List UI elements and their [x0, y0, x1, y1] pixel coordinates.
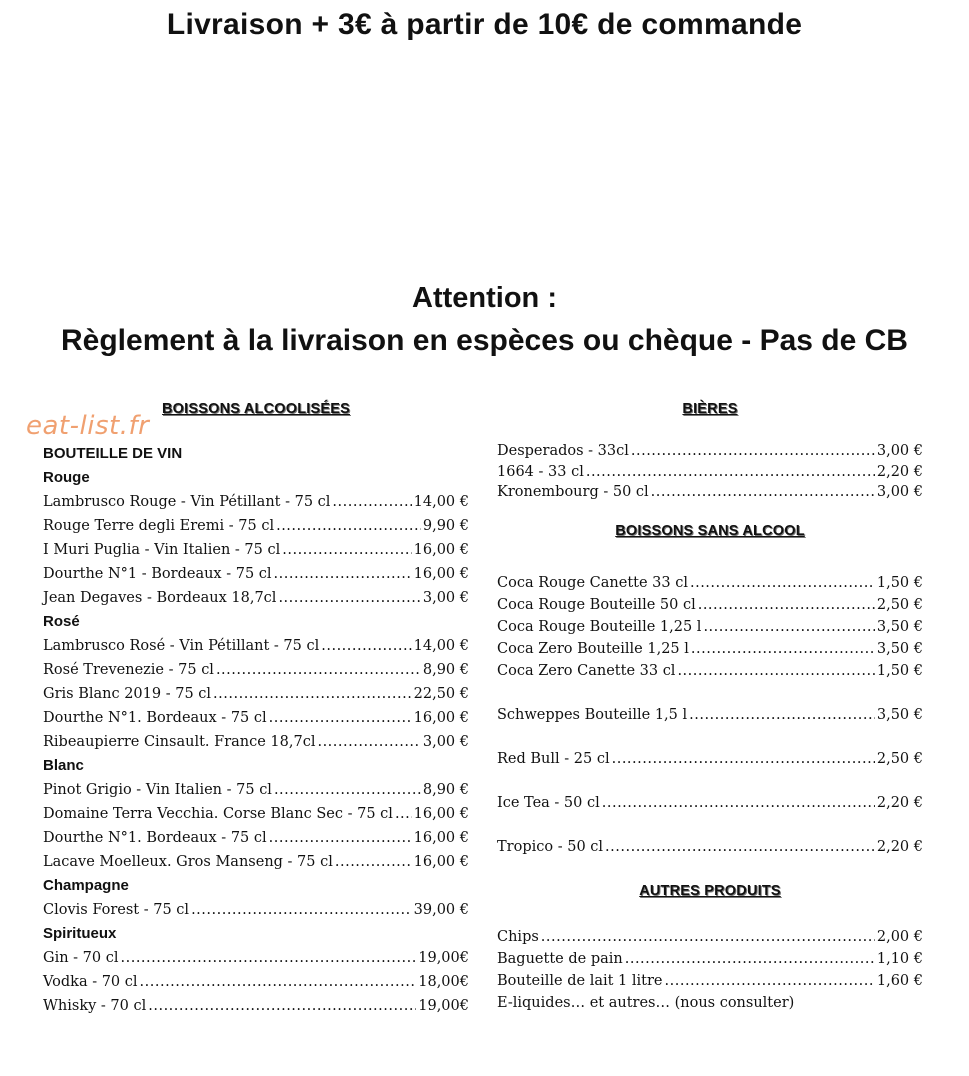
item-name: Tropico - 50 cl — [497, 839, 604, 855]
menu-item — [497, 482, 923, 502]
item-price: 16,00 € — [413, 830, 469, 846]
dot-leader — [121, 946, 417, 970]
menu-item — [497, 572, 923, 594]
item-price: 1,50 € — [876, 575, 923, 591]
menu-item — [497, 836, 923, 858]
menu-item — [497, 792, 923, 814]
item-name: Ice Tea - 50 cl — [497, 795, 600, 811]
dot-leader — [586, 462, 875, 482]
item-price: 16,00 € — [413, 566, 469, 582]
item-name: Pinot Grigio - Vin Italien - 75 cl — [43, 782, 272, 798]
item-name: I Muri Puglia - Vin Italien - 75 cl — [43, 542, 281, 558]
dot-leader — [269, 826, 412, 850]
item-name: Rouge Terre degli Eremi - 75 cl — [43, 518, 275, 534]
menu-item — [497, 660, 923, 682]
menu-item — [497, 926, 923, 948]
item-price: 2,20 € — [876, 839, 923, 855]
menu-item — [43, 730, 469, 754]
item-price: 19,00€ — [418, 998, 469, 1014]
menu-item — [43, 898, 469, 922]
other-drinks-section — [497, 398, 923, 1014]
menu-item — [43, 490, 469, 514]
item-price: 18,00€ — [418, 974, 469, 990]
group-heading: Spiritueux — [43, 925, 117, 942]
menu-item — [497, 616, 923, 638]
menu-item — [497, 462, 923, 482]
dot-leader — [665, 970, 875, 992]
item-name: Bouteille de lait 1 litre — [497, 973, 663, 989]
dot-leader — [216, 658, 421, 682]
item-name: Ribeaupierre Cinsault. France 18,7cl — [43, 734, 316, 750]
payment-notice: Règlement à la livraison en espèces ou chèque - Pas de CB — [61, 324, 908, 357]
item-price: 8,90 € — [422, 782, 469, 798]
item-price: 1,60 € — [876, 973, 923, 989]
item-name: Coca Rouge Canette 33 cl — [497, 575, 688, 591]
item-price: 3,50 € — [876, 619, 923, 635]
menu-item — [43, 778, 469, 802]
attention-heading: Attention : — [412, 282, 557, 314]
dot-leader — [612, 748, 875, 770]
dot-leader — [602, 792, 875, 814]
alcoholic-drinks-section — [43, 398, 469, 1018]
dot-leader — [698, 594, 875, 616]
group-heading: Rouge — [43, 469, 90, 486]
item-name: Dourthe N°1. Bordeaux - 75 cl — [43, 830, 267, 846]
item-price: 3,50 € — [876, 641, 923, 657]
menu-item — [43, 562, 469, 586]
dot-leader — [317, 730, 420, 754]
item-price: 16,00 € — [413, 710, 469, 726]
menu-item — [497, 748, 923, 770]
menu-item — [497, 440, 923, 462]
item-price: 2,20 € — [876, 464, 923, 480]
item-price: 2,50 € — [876, 597, 923, 613]
menu-item — [43, 802, 469, 826]
dot-leader — [332, 490, 411, 514]
item-price: 16,00 € — [413, 854, 469, 870]
dot-leader — [191, 898, 412, 922]
menu-item — [43, 586, 469, 610]
item-name: 1664 - 33 cl — [497, 464, 584, 480]
item-price: 8,90 € — [422, 662, 469, 678]
menu-item — [43, 946, 469, 970]
dot-leader — [689, 704, 875, 726]
dot-leader — [335, 850, 412, 874]
dot-leader — [677, 660, 874, 682]
dot-leader — [605, 836, 875, 858]
item-price: 3,00 € — [876, 443, 923, 459]
item-name: Jean Degaves - Bordeaux 18,7cl — [43, 590, 277, 606]
menu-item — [43, 634, 469, 658]
item-name: Schweppes Bouteille 1,5 l — [497, 707, 688, 723]
menu-item — [497, 638, 923, 660]
group-heading: Blanc — [43, 757, 84, 774]
watermark: eat-list.fr — [26, 411, 150, 441]
dot-leader — [213, 682, 412, 706]
item-name: Domaine Terra Vecchia. Corse Blanc Sec - 75 cl — [43, 806, 393, 822]
item-name: Coca Rouge Bouteille 1,25 l — [497, 619, 702, 635]
item-name: Coca Zero Bouteille 1,25 l — [497, 641, 689, 657]
item-name: Clovis Forest - 75 cl — [43, 902, 190, 918]
consult-note: E-liquides… et autres… (nous consulter) — [497, 995, 795, 1011]
dot-leader — [631, 440, 875, 462]
menu-item — [497, 594, 923, 616]
item-price: 3,00 € — [876, 484, 923, 500]
menu-item — [43, 994, 469, 1018]
item-name: Chips — [497, 929, 539, 945]
item-name: Rosé Trevenezie - 75 cl — [43, 662, 214, 678]
item-price: 9,90 € — [422, 518, 469, 534]
menu-item — [43, 514, 469, 538]
item-price: 14,00 € — [413, 494, 469, 510]
item-price: 1,10 € — [876, 951, 923, 967]
dot-leader — [541, 926, 875, 948]
item-price: 16,00 € — [413, 806, 469, 822]
dot-leader — [276, 514, 421, 538]
item-price: 3,00 € — [422, 734, 469, 750]
item-price: 2,20 € — [876, 795, 923, 811]
item-name: Dourthe N°1. Bordeaux - 75 cl — [43, 710, 267, 726]
group-heading: Rosé — [43, 613, 80, 630]
dot-leader — [140, 970, 417, 994]
item-price: 2,00 € — [876, 929, 923, 945]
item-name: Dourthe N°1 - Bordeaux - 75 cl — [43, 566, 272, 582]
item-price: 19,00€ — [418, 950, 469, 966]
dot-leader — [269, 706, 412, 730]
dot-leader — [321, 634, 411, 658]
dot-leader — [703, 616, 874, 638]
item-price: 1,50 € — [876, 663, 923, 679]
item-name: Whisky - 70 cl — [43, 998, 147, 1014]
dot-leader — [274, 778, 421, 802]
menu-item — [43, 538, 469, 562]
item-name: Vodka - 70 cl — [43, 974, 138, 990]
item-name: Coca Zero Canette 33 cl — [497, 663, 676, 679]
dot-leader — [282, 538, 411, 562]
section-title-beers: BIÈRES — [682, 401, 738, 417]
menu-item — [497, 948, 923, 970]
menu-item — [497, 704, 923, 726]
menu-item — [43, 682, 469, 706]
item-price: 14,00 € — [413, 638, 469, 654]
dot-leader — [395, 802, 412, 826]
item-name: Desperados - 33cl — [497, 443, 629, 459]
item-price: 3,00 € — [422, 590, 469, 606]
item-price: 16,00 € — [413, 542, 469, 558]
item-name: Baguette de pain — [497, 951, 623, 967]
item-price: 22,50 € — [413, 686, 469, 702]
menu-item — [43, 970, 469, 994]
item-name: Lambrusco Rouge - Vin Pétillant - 75 cl — [43, 494, 331, 510]
item-name: Lambrusco Rosé - Vin Pétillant - 75 cl — [43, 638, 320, 654]
dot-leader — [625, 948, 875, 970]
menu-item — [43, 658, 469, 682]
section-title-other-products: AUTRES PRODUITS — [639, 883, 781, 899]
menu-item — [43, 706, 469, 730]
item-name: Lacave Moelleux. Gros Manseng - 75 cl — [43, 854, 333, 870]
dot-leader — [690, 572, 875, 594]
item-name: Coca Rouge Bouteille 50 cl — [497, 597, 696, 613]
menu-item — [43, 826, 469, 850]
dot-leader — [278, 586, 420, 610]
menu-item — [43, 850, 469, 874]
item-name: Red Bull - 25 cl — [497, 751, 610, 767]
item-name: Kronembourg - 50 cl — [497, 484, 649, 500]
delivery-banner: Livraison + 3€ à partir de 10€ de commande — [166, 8, 803, 41]
section-title-soft-drinks: BOISSONS SANS ALCOOL — [615, 523, 805, 539]
item-name: Gris Blanc 2019 - 75 cl — [43, 686, 212, 702]
dot-leader — [148, 994, 416, 1018]
item-price: 39,00 € — [413, 902, 469, 918]
group-heading: Champagne — [43, 877, 129, 894]
bottle-heading: BOUTEILLE DE VIN — [43, 445, 183, 462]
dot-leader — [274, 562, 412, 586]
item-price: 3,50 € — [876, 707, 923, 723]
item-price: 2,50 € — [876, 751, 923, 767]
section-title-alcoholic: BOISSONS ALCOOLISÉES — [162, 401, 350, 417]
dot-leader — [691, 638, 875, 660]
dot-leader — [651, 482, 875, 502]
item-name: Gin - 70 cl — [43, 950, 119, 966]
menu-item — [497, 970, 923, 992]
